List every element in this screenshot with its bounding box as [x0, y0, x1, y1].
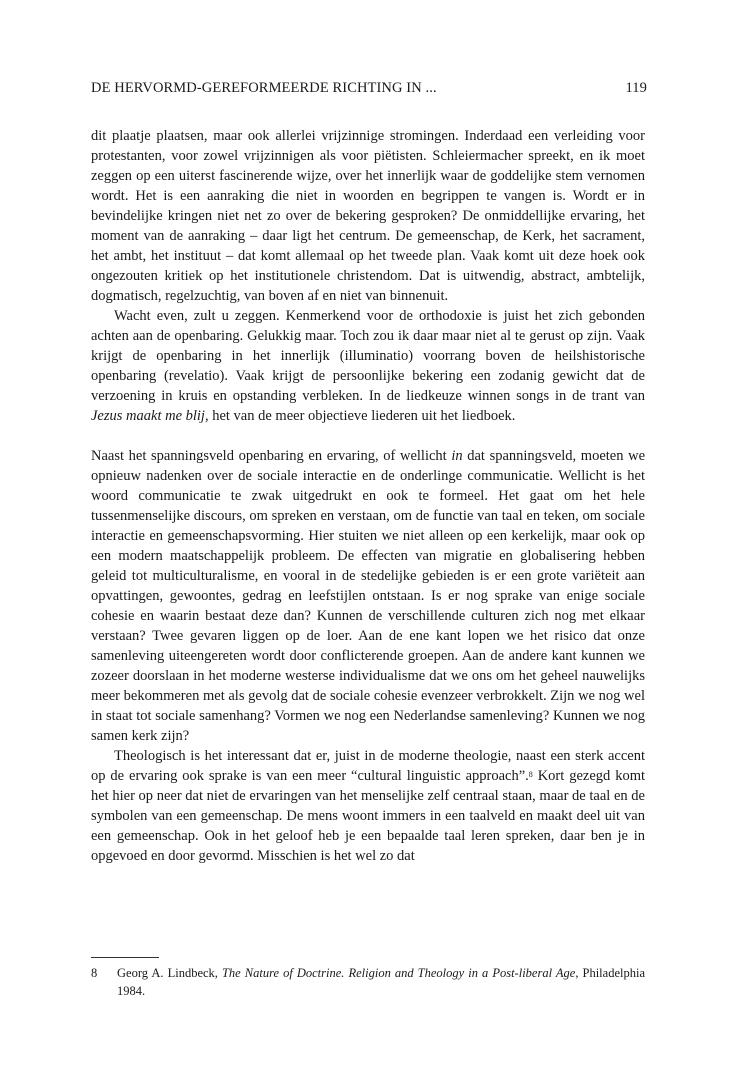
emphasis-in: in	[451, 448, 463, 464]
footnote-text: Georg A. Lindbeck, The Nature of Doctrine. Religion and Theology in a Post-liberal Age, Philadelphia 1984.	[117, 966, 645, 998]
running-title: DE HERVORMD-GEREFORMEERDE RICHTING IN ...	[91, 80, 437, 96]
footnote-separator	[91, 957, 159, 958]
paragraph-1: dit plaatje plaatsen, maar ook allerlei vrijzinnige stromingen. Inderdaad een verleiding voor protestanten, voor zowel vrijzinnigen als voor piëtisten. Schleiermacher spreekt, en ik moet zeggen op een uiterst fascinerende wijze, over het innerlijk waar de goddelijke stem vernomen wordt. Het is een aanraking die niet in woorden en begrippen te vangen is. Wordt er in bevindelijke kringen niet net zo over de bekering gesproken? De onmiddellijke ervaring, het moment van de aanraking – daar ligt het centrum. De gemeenschap, de Kerk, het sacrament, het ambt, het instituut – dat komt allemaal op het tweede plan. Vaak komt uit deze hoek ook ongezouten kritiek op het institutionele christendom. Dat is uitwendig, abstract, ambtelijk, dogmatisch, regelzuchtig, van boven af en niet van binnenuit.	[91, 128, 645, 304]
paragraph-3: Naast het spanningsveld openbaring en ervaring, of wellicht in dat spanningsveld, moeten we opnieuw nadenken over de sociale interactie en de onderlinge communicatie. Wellicht is het woord communicatie te zwak uitgedrukt en ook te formeel. Het gaat om het hele tussenmenselijke discours, om spreken en verstaan, om de functie van taal en teken, om sociale interactie en gemeenschapsvorming. Hier stuiten we niet alleen op een kerkelijk, maar ook op een modern maatschappelijk probleem. De effecten van migratie en globalisering hebben geleid tot multiculturalisme, en vooral in de stedelijke gebieden is er een grote variëteit aan opvattingen, gewoontes, gedrag en leefstijlen ontstaan. Is er nog sprake van enige sociale cohesie en waarin bestaat deze dan? Kunnen de verschillende culturen zich nog met elkaar verstaan? Twee gevaren liggen op de loer. Aan de ene kant lopen we het risico dat onze samenleving uiteengereten wordt door conflicterende groepen. Aan de andere kant kunnen we zozeer doorslaan in het moderne westerse individualisme dat we ons om het geheel nauwelijks meer bekommeren met als gevolg dat de sociale cohesie evenzeer verbrokkelt. Zijn we nog wel in staat tot sociale samenhang? Vormen we nog een Nederlandse samenleving? Kunnen we nog samen kerk zijn?	[91, 448, 645, 744]
running-header	[91, 80, 647, 97]
footnote-number: 8	[91, 966, 98, 980]
body-text	[91, 126, 645, 866]
footnote	[91, 964, 645, 1000]
page-number: 119	[625, 80, 647, 96]
paragraph-4: Theologisch is het interessant dat er, juist in de moderne theologie, naast een sterk accent op de ervaring ook sprake is van een meer “cultural linguistic approach”.$^8$ Kort gezegd komt het hier op neer dat niet de ervaringen van het menselijke zelf centraal staan, maar de taal en de symbolen van een gemeenschap. De mens woont immers in een taalveld en maakt deel uit van een gemeenschap. Ook in het geloof heb je een bepaalde taal leren spreken, daar ben je in opgevoed en door gevormd. Misschien is het wel zo dat	[91, 748, 645, 864]
paragraph-2: Wacht even, zult u zeggen. Kenmerkend voor de orthodoxie is juist het zich gebonden achten aan de openbaring. Gelukkig maar. Toch zou ik daar maar niet al te gerust op zijn. Vaak krijgt de openbaring in het innerlijk (illuminatio) voorrang boven de heilshistorische openbaring (revelatio). Vaak krijgt de persoonlijke bekering een zodanig gewicht dat de verzoening in kruis en opstanding verbleken. In de liedkeuze winnen songs in de trant van Jezus maakt me blij, het van de meer objectieve liederen uit het liedboek.	[91, 308, 645, 424]
song-title: Jezus maakt me blij	[91, 408, 205, 424]
footnote-reference[interactable]: 8	[528, 770, 533, 779]
footnote-book-title: The Nature of Doctrine. Religion and Theology in a Post-liberal Age	[221, 966, 576, 980]
